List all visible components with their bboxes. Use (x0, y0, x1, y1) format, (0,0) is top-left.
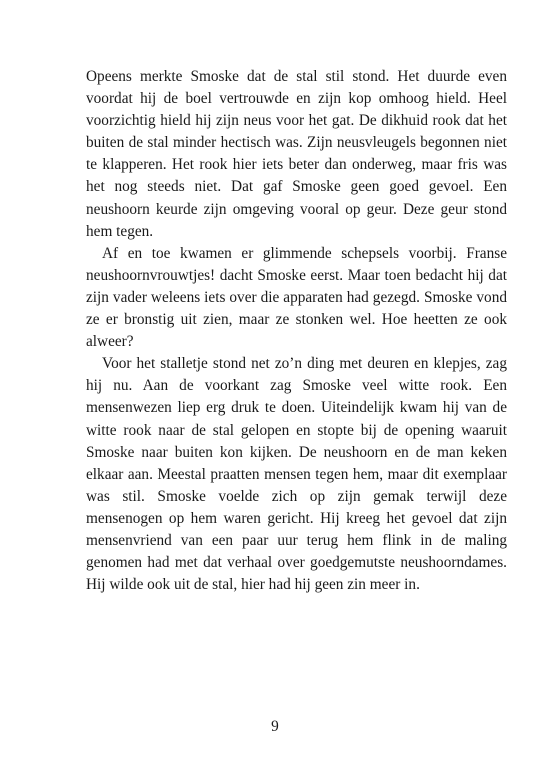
paragraph-1: Opeens merkte Smoske dat de stal stil stond. Het duurde even voordat hij de boel vertrouwde en zijn kop omhoog hield. Heel voorzichtig hield hij zijn neus voor het gat. De dikhuid rook dat het buiten de stal minder hectisch was. Zijn neusvleugels begonnen niet te klapperen. Het rook hier iets beter dan onderweg, maar fris was het nog steeds niet. Dat gaf Smoske geen goed gevoel. Een neushoorn keurde zijn omgeving vooral op geur. Deze geur stond hem tegen. (86, 68, 507, 240)
paragraph-3: Voor het stalletje stond net zo’n ding met deuren en klepjes, zag hij nu. Aan de voorkant zag Smoske veel witte rook. Een mensenwezen liep erg druk te doen. Uiteindelijk kwam hij van de witte rook naar de stal gelopen en stopte bij de opening waaruit Smoske naar buiten kon kijken. De neushoorn en de man keken elkaar aan. Meestal praatten mensen tegen hem, maar dit exemplaar was stil. Smoske voelde zich op zijn gemak terwijl deze mensenogen op hem waren gericht. Hij kreeg het gevoel dat zijn mensenvriend van een paar uur terug hem flink in de maling genomen had met dat verhaal over goedgemutste neushoorndames. Hij wilde ook uit de stal, hier had hij geen zin meer in. (86, 355, 507, 594)
paragraph-2: Af en toe kwamen er glimmende schepsels voorbij. Franse neushoornvrouwtjes! dacht Smoske eerst. Maar toen bedacht hij dat zijn vader weleens iets over die apparaten had gezegd. Smoske vond ze er bronstig uit zien, maar ze stonken wel. Hoe heetten ze ook alweer? (86, 244, 507, 351)
page-number: 9 (271, 718, 279, 735)
body-text (86, 66, 507, 596)
